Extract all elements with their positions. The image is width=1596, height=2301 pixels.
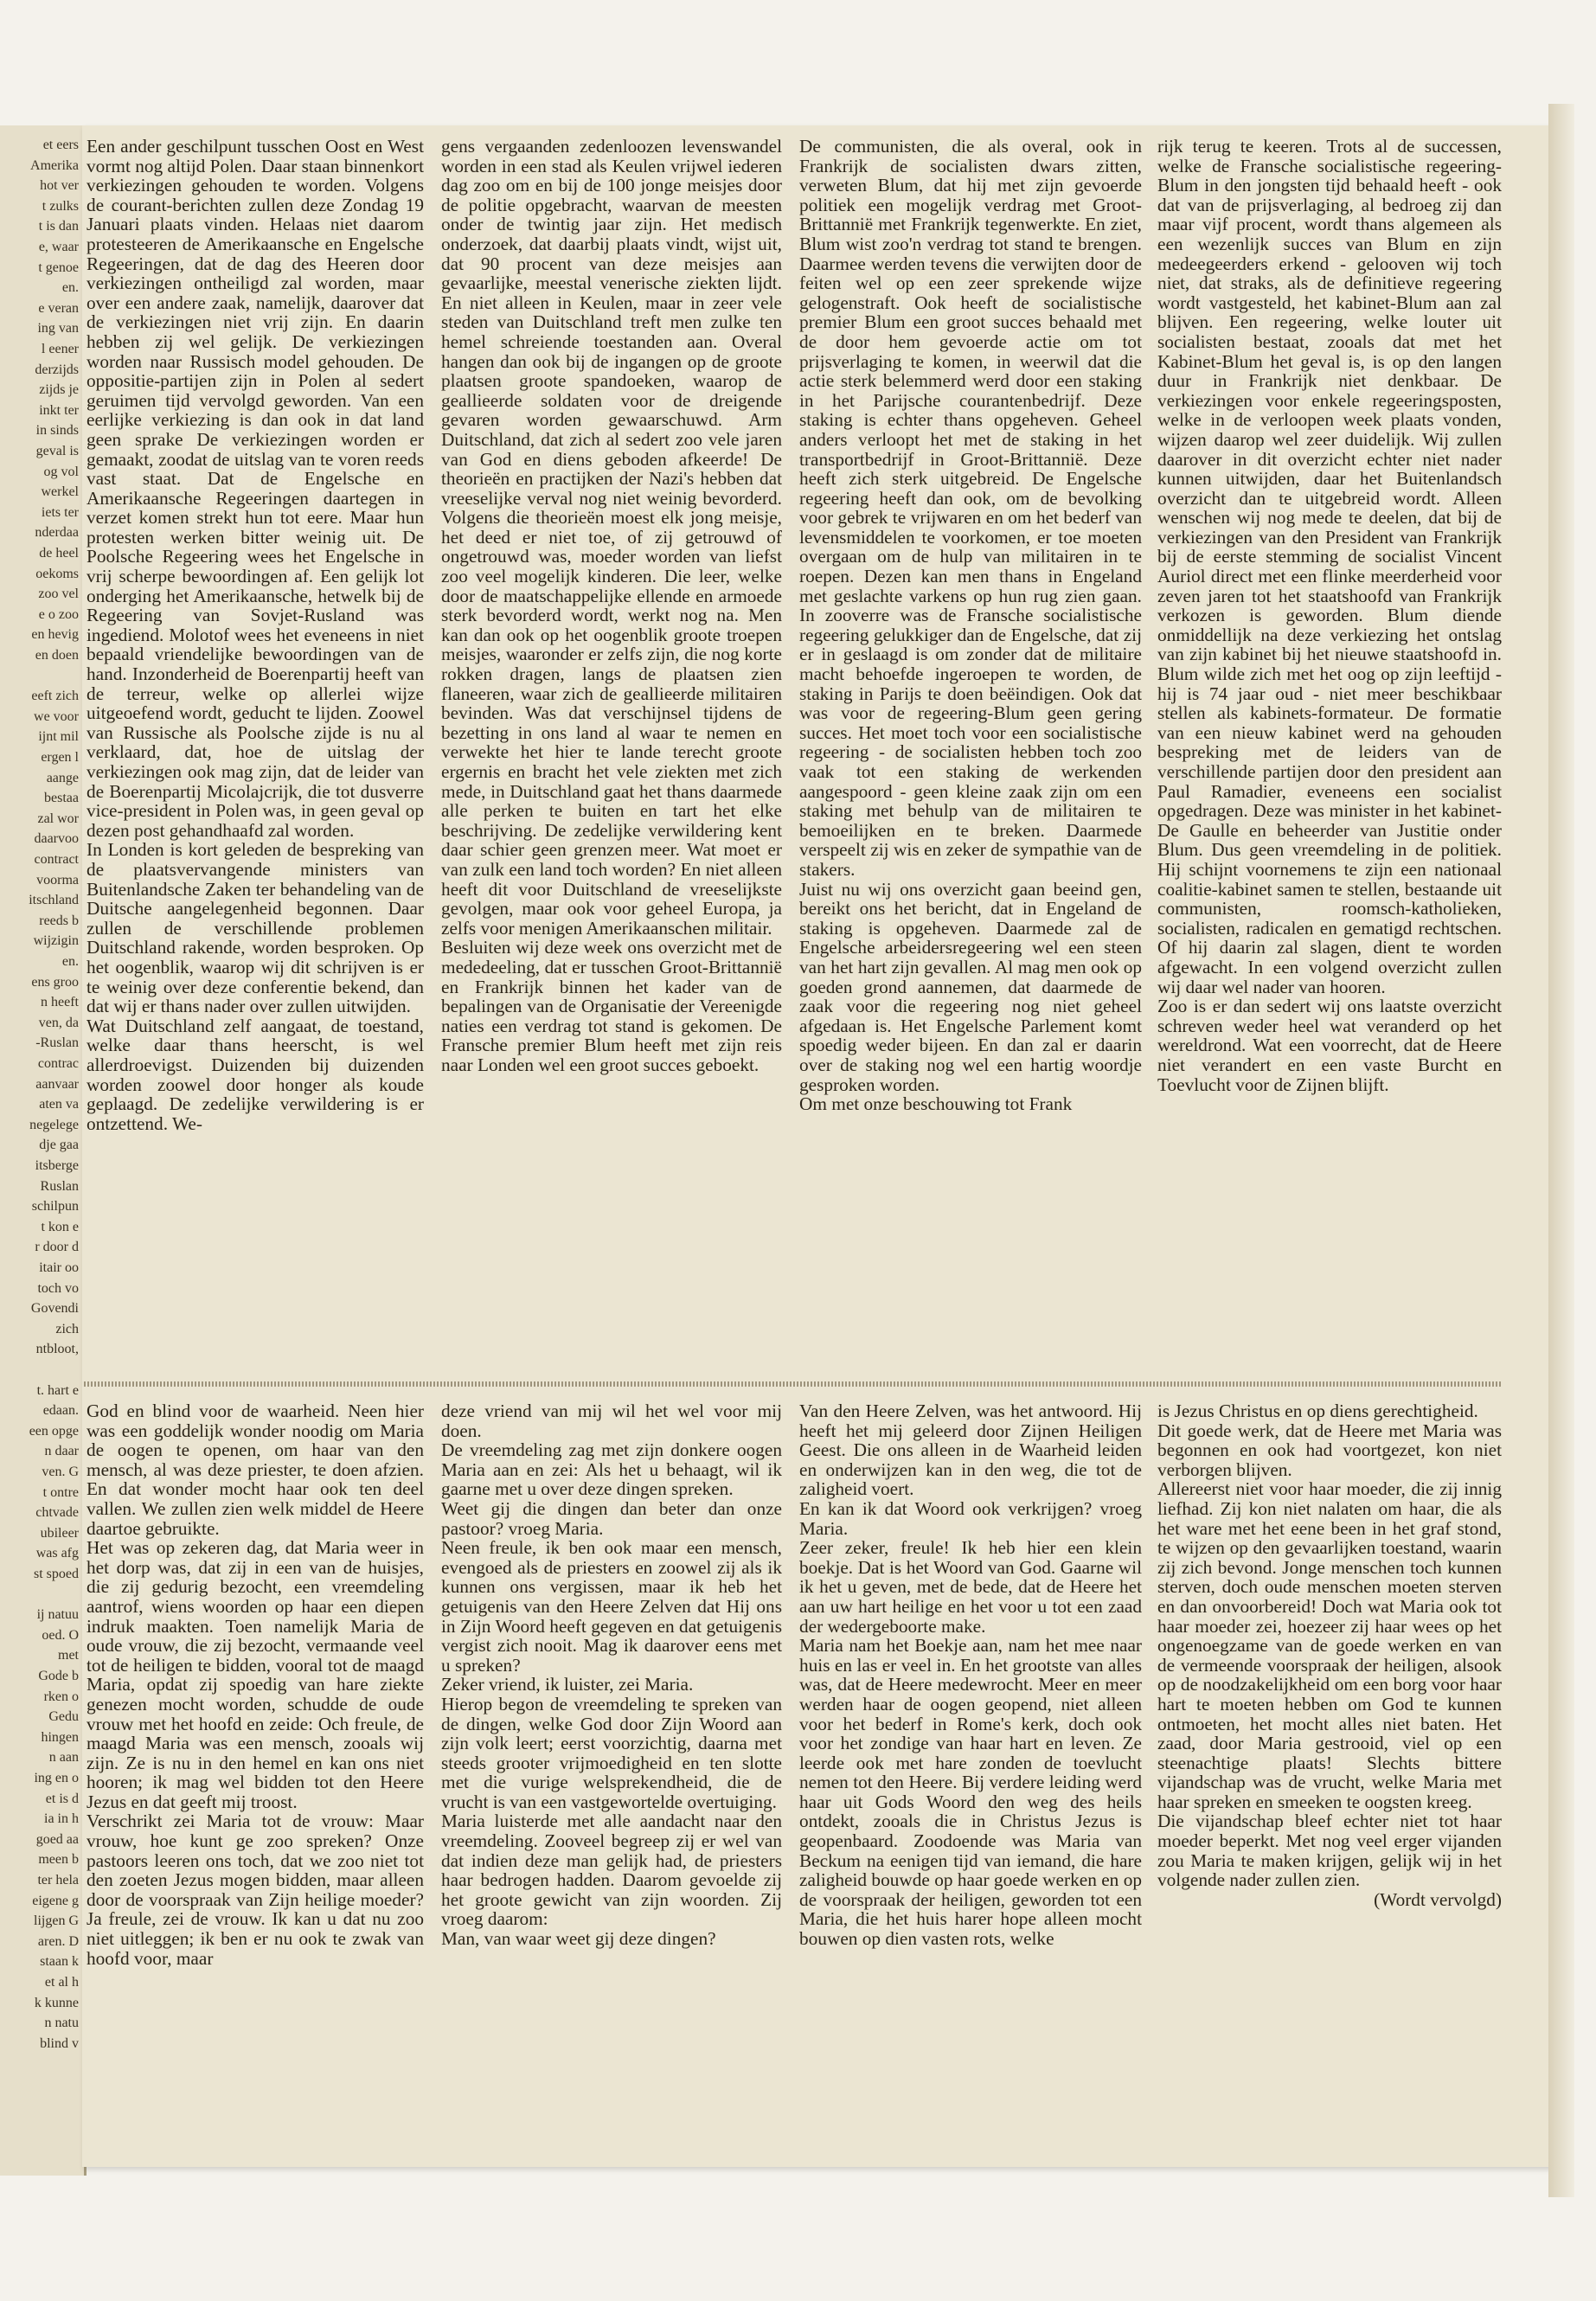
previous-page-fragment: zich <box>55 1321 79 1336</box>
section-divider <box>84 1381 1503 1387</box>
previous-page-fragment: daarvoo <box>34 831 79 847</box>
previous-page-fragment: en. <box>61 954 79 969</box>
previous-page-fragment: bestaa <box>44 791 79 806</box>
previous-page-fragment: eeft zich <box>31 689 79 704</box>
previous-page-fragment: ter hela <box>37 1873 79 1888</box>
paragraph: deze vriend van mij wil het wel voor mij doen. <box>441 1401 782 1441</box>
previous-page-margin <box>0 125 87 2176</box>
paragraph: En kan ik dat Woord ook verkrijgen? vroeg Maria. <box>799 1497 1142 1539</box>
previous-page-fragment: toch vo <box>37 1280 79 1296</box>
previous-page-fragment: n daar <box>44 1444 79 1459</box>
paragraph: Het was op zekeren dag, dat Maria weer in het dorp was, dat zij in een van de huisjes, die zij gedurig bezocht, een vreemdeling aantrof, wiens woorden op haar een diepen indruk maakten. Toen namelijk Maria de oude vrouw, die zij bezocht, vermaande veel tot de heiligen te bidden, vooral tot de maagd Maria, opdat zij spoedig van hare ziekte genezen mocht worden, schudde de oude vrouw met het hoofd en zeide: Och freule, de maagd Maria was een mensch, zooals wij zijn. Ze is nu in den hemel en kan ons niet hooren; ik mag wel bidden tot den Heere Jezus en dat geeft mij troost. <box>87 1537 424 1812</box>
previous-page-fragment: t is dan <box>38 219 79 234</box>
paragraph: is Jezus Christus en op diens gerechtigheid. <box>1157 1401 1478 1421</box>
previous-page-fragment: itschland <box>29 893 79 908</box>
previous-page-fragment: rken o <box>43 1689 79 1704</box>
previous-page-fragment: et eers <box>42 138 79 152</box>
previous-page-fragment: en hevig <box>31 627 79 643</box>
paragraph: Maria luisterde met alle aandacht naar den vreemdeling. Zooveel begreep zij er wel van dat indien deze man gelijk had, de priesters haar bedrogen hadden. Daarom gevoelde zij het groote gewicht van zijn woorden. Zij vroeg daarom: <box>441 1811 782 1930</box>
paragraph: Zeer zeker, freule! Ik heb hier een klein boekje. Dat is het Woord van God. Gaarne wil ik het u geven, met de bede, dat de Heere het aan uw hart heilige en het voor u tot een zaad der wedergeboorte make. <box>799 1537 1142 1637</box>
column-4-top-article <box>1157 137 1502 1374</box>
paragraph: Hierop begon de vreemdeling te spreken van de dingen, welke God door Zijn Woord aan zijn volk leert; eerst voorzichtig, daarna met steeds grooter vrijmoedigheid en ten slotte met die vurige welsprekendheid, die de vrucht is van een vastgewortelde overtuiging. <box>441 1693 782 1812</box>
column-3-serial-story <box>799 1401 1142 2163</box>
previous-page-fragment: ven. G <box>42 1465 79 1479</box>
previous-page-fragment: t. hart e <box>36 1382 79 1398</box>
previous-page-fragment: ntbloot, <box>35 1342 79 1357</box>
previous-page-fragment: oed. O <box>42 1627 79 1643</box>
previous-page-fragment: ing en o <box>34 1771 79 1785</box>
previous-page-fragment: hot ver <box>40 178 79 194</box>
paragraph: Man, van waar weet gij deze dingen? <box>441 1928 716 1950</box>
page-edge <box>1548 104 1574 2197</box>
previous-page-fragment: t kon e <box>41 1219 79 1234</box>
paragraph: De communisten, die als overal, ook in Frankrijk de socialisten dwars zitten, verweten Blum, dat hij met zijn gevoerde politiek een mogelijk verdrag met Groot-Brittannië met Frankrijk tegenwerkte. En ziet, Blum wist zoo'n verdrag tot stand te brengen. Daarmee werden tevens die verwijten door de feiten wel op een zeer sprekende wijze gelogenstraft. Ook heeft de socialistische premier Blum een groot succes behaald met de door hem gevoerde actie om tot prijsverlaging te komen, in weerwil dat die actie sterk belemmerd werd door een staking in het Parijsche courantenbedrijf. Deze staking is echter thans opgeheven. Geheel anders verloopt het met de staking in het transportbedrijf in Groot-Brittannië. Deze heeft zich sterk uitgebreid. De Engelsche regeering heeft dan ook, om de bevolking voor gebrek te vrijwaren en om het bederf van levensmiddelen te voorkomen, er toe moeten overgaan om de hulp van militairen in te roepen. Dezen kan men thans in Engeland met geslachte varkens op hun rug zien gaan. In zooverre was de Fransche socialistische regeering gelukkiger dan de Engelsche, dat zij er in geslaagd is om zonder dat de militaire macht behoefde ingeroepen te worden, de staking in Parijs te doen beëindigen. Ook dat was voor de regeering-Blum geen gering succes. Het moet toch voor een socialistische regeering - de socialisten hebben toch zoo vaak tot een staking de werkenden aangespoord - geen kleine zaak zijn om een staking met behulp van de militairen te bemoeilijken en te breken. Daarmede verspeelt zij wis en zeker de sympathie van de stakers. <box>799 137 1142 880</box>
previous-page-fragment: goed aa <box>35 1831 79 1847</box>
column-1-top-article <box>87 137 424 1374</box>
previous-page-fragment: r door d <box>35 1240 79 1255</box>
previous-page-fragment: we voor <box>34 708 79 724</box>
previous-page-fragment: e veran <box>38 300 79 316</box>
previous-page-fragment: n heeft <box>41 995 79 1010</box>
previous-page-fragment: Govendi <box>30 1301 79 1317</box>
previous-page-fragment: t ontre <box>42 1484 79 1500</box>
previous-page-fragment: eigene g <box>32 1893 79 1908</box>
previous-page-fragment: n aan <box>48 1750 79 1766</box>
paragraph: Weet gij die dingen dan beter dan onze pastoor? vroeg Maria. <box>441 1497 782 1539</box>
previous-page-fragment: aren. D <box>37 1933 79 1949</box>
previous-page-fragment: Gedu <box>48 1709 79 1725</box>
previous-page-fragment: was afg <box>35 1546 79 1561</box>
previous-page-fragment: iets ter <box>41 504 79 520</box>
previous-page-fragment: staan k <box>40 1954 79 1970</box>
previous-page-fragment: e, waar <box>38 240 79 254</box>
previous-page-fragment: ergen l <box>41 750 79 765</box>
previous-page-fragment: in sinds <box>35 423 79 439</box>
paragraph: Besluiten wij deze week ons overzicht met de mededeeling, dat er tusschen Groot-Brittannië en Frankrijk binnen het kader van de bepalingen van de Organisatie der Vereenigde naties een verdrag tot stand is gekomen. De Fransche premier Blum heeft met zijn reis naar Londen wel een groot succes geboekt. <box>441 937 782 1075</box>
previous-page-fragment: ven, da <box>38 1015 79 1030</box>
previous-page-fragment: aange <box>46 770 79 785</box>
previous-page-fragment: nderdaa <box>35 525 79 541</box>
paragraph: In Londen is kort geleden de bespreking van de plaatsvervangende ministers van Buitenlandsche Zaken ter behandeling van de Duitsche aangelegenheid begonnen. Daar zullen de verschillende problemen Duitschland rakende, worden besproken. Op het oogenblik, waarop wij dit schrijven is er te weinig over deze conferentie bekend, dan dat wij er thans nader over zullen uitwijden. <box>87 839 424 1017</box>
column-3-top-article <box>799 137 1142 1374</box>
column-1-serial-story <box>87 1401 424 2163</box>
previous-page-fragment: werkel <box>41 484 79 500</box>
previous-page-fragment: hingen <box>41 1729 79 1745</box>
paragraph: Van den Heere Zelven, was het antwoord. Hij heeft het mij geleerd door Zijnen Heiligen Geest. Die ons alleen in de Waarheid leiden en onderwijzen kan in den weg, die tot de zaligheid voert. <box>799 1401 1142 1500</box>
paragraph: Om met onze beschouwing tot Frank <box>799 1093 1073 1115</box>
previous-page-fragment: en doen <box>35 648 79 663</box>
previous-page-fragment: n natu <box>44 2016 79 2031</box>
column-2-top-article <box>441 137 782 1374</box>
paragraph: Verschrikt zei Maria tot de vrouw: Maar vrouw, hoe kunt ge zoo spreken? Onze pastoors leeren ons toch, dat we zoo niet tot den zoeten Jezus mogen bidden, maar alleen door de voorspraak van Zijn heilige moeder? Ja freule, zei de vrouw. Ik kan u dat nu zoo niet uitleggen; ik ben er nu ook te zwak van hoofd voor, maar <box>87 1811 424 1969</box>
column-4-serial-story <box>1157 1401 1502 2163</box>
paragraph: gens vergaanden zedenloozen levenswandel worden in een stad als Keulen vrijwel iederen dag zoo om en bij de 100 jonge meisjes door de politie opgebracht, waarvan de meesten onder de twintig jaar zijn. Het medisch onderzoek, dat daarbij plaats vindt, wijst uit, dat 90 procent van deze meisjes aan gevaarlijke, meestal venerische ziekten lijdt. En niet alleen in Keulen, maar in zeer vele steden van Duitschland treft men zulke ten hemel schreiende toestanden aan. Overal hangen dan ook bij de ingangen op de groote plaatsen groote spandoeken, waarop de geallieerde soldaten voor de dreigende gevaren worden gewaarschuwd. Arm Duitschland, dat zich al sedert zoo vele jaren van God en diens geboden afkeerde! De theorieën en practijken der Nazi's hebben dat vreeselijke verval nog niet weinig bevorderd. Volgens die theorieën moest elk jong meisje, het deed er niet toe, of zij getrouwd of ongetrouwd was, moeder worden van liefst zoo veel mogelijk kinderen. Die leer, welke door de maatschappelijke ellende en armoede sterk bevorderd wordt, werkt nog na. Men kan dan ook op het oogenblik groote troepen meisjes, waaronder er zelfs zijn, die nog korte rokken dragen, langs de plaatsen zien flaneeren, waar zich de geallieerde militairen bevinden. Was dat verschijnsel tijdens de bezetting in ons land al waar te nemen en verwekte het hier te lande terecht groote ergernis en bracht het vele ziekten met zich mede, in Duitschland gaat het thans daarmede alle perken te buiten en tart het elke beschrijving. De zedelijke verwildering kent daar schier geen grenzen meer. Wat moet er van zulk een land toch worden? En niet alleen heeft dit voor Duitschland de vreeselijkste gevolgen, maar ook voor geheel Europa, ja zelfs voor menigen Amerikaanschen militair. <box>441 137 782 939</box>
previous-page-fragment: chtvade <box>35 1505 79 1521</box>
previous-page-fragment: een opge <box>29 1423 79 1439</box>
previous-page-fragment: t zulks <box>42 198 79 214</box>
previous-page-fragment: inkt ter <box>39 402 79 418</box>
paragraph: Zoo is er dan sedert wij ons laatste overzicht schreven weder heel wat veranderd op het wereldrond. Wat een voorrecht, dat de Heere niet verandert en een vaste Burcht en Toevlucht voor de Zijnen blijft. <box>1157 996 1502 1095</box>
previous-page-fragment: ijnt mil <box>38 729 79 745</box>
previous-page-fragment: lijgen G <box>34 1913 79 1929</box>
previous-page-fragment: k kunne <box>34 1995 79 2010</box>
previous-page-fragment: itsberge <box>35 1158 79 1173</box>
previous-page-fragment: de heel <box>39 546 79 561</box>
previous-page-fragment: oekoms <box>35 566 79 581</box>
previous-page-fragment: voorma <box>36 872 79 888</box>
column-2-serial-story <box>441 1401 782 2163</box>
paragraph: Allereerst niet voor haar moeder, die zij innig liefhad. Zij kon niet nalaten om haar, die als het ware met het eene been in het graf stond, te wijzen op den gevaarlijken toestand, waarin zij zich bevond. Jonge menschen toch kunnen sterven, doch oude menschen moeten sterven en dan onvoorbereid! Doch wat Maria ook tot haar moeder zei, hoezeer zij haar wees op het ongenoegzame van de goede werken en van de vermeende voorspraak der heiligen, alsook op de noodzakelijkheid om een borg voor haar hart te moeten hebben om God te kunnen ontmoeten, het mocht alles niet baten. Het zaad, door Maria gestrooid, viel op een steenachtige plaats! Slechts bittere vijandschap was de vrucht, welke Maria met haar spreken en smeeken te oogsten kreeg. <box>1157 1478 1502 1812</box>
paragraph: Een ander geschilpunt tusschen Oost en West vormt nog altijd Polen. Daar staan binnenkort verkiezingen gehouden te worden. Volgens de courant-berichten zullen deze Zondag 19 Januari plaats vinden. Helaas niet daarom protesteeren de Amerikaansche en Engelsche Regeeringen, dat de dag des Heeren door verkiezingen ontheiligd zal worden, maar over een andere zaak, namelijk, daarover dat de verkiezingen niet vrij zijn. En daarin hebben zij wel gelijk. De verkiezingen worden naar Russisch model gehouden. De oppositie-partijen zijn in Polen al sedert geruimen tijd vervolgd geworden. Van een eerlijke verkiezing is dan ook in dat land geen sprake De verkiezingen worden er gemaakt, zoodat de uitslag van te voren reeds vast staat. Dat de Engelsche en Amerikaansche Regeeringen daartegen in verzet komen strekt hun tot eere. Maar hun protesten werken bitter weinig uit. De Poolsche Regeering wees het Engelsche in vrij scherpe bewoordingen af. Een gelijk lot onderging het Amerikaansche, hetwelk bij de Regeering van Sovjet-Rusland was ingediend. Molotof wees het eveneens in niet bepaald vriendelijke bewoordingen van de hand. Inzonderheid de Boerenpartij heeft van de terreur, welke op allerlei wijze uitgeoefend wordt, geducht te lijden. Zoowel van Russische als Poolsche zijde is nu al verklaard, dat, hoe de uitslag der verkiezingen ook mag zijn, dat de leider van de Boerenpartij Micolajcrijk, die tot dusverre vice-president in Polen was, in geen geval op dezen post gehandhaafd zal worden. <box>87 137 424 841</box>
paragraph: Die vijandschap bleef echter niet tot haar moeder beperkt. Met nog veel erger vijanden zou Maria te maken krijgen, gelijk wij in het volgende nader zullen zien. <box>1157 1811 1502 1891</box>
previous-page-fragment: og vol <box>43 464 79 479</box>
previous-page-fragment: ij natuu <box>36 1607 79 1623</box>
previous-page-fragment: ens groo <box>31 974 79 990</box>
previous-page-fragment: zal wor <box>37 811 79 826</box>
previous-page-fragment: edaan. <box>42 1403 79 1419</box>
paragraph: Wat Duitschland zelf aangaat, de toestand, welke daar thans heerscht, is wel allerdroevigst. Duizenden bij duizenden worden zoowel door honger als koude geplaagd. De zedelijke verwildering is er ontzettend. We- <box>87 1015 424 1134</box>
paragraph: rijk terug te keeren. Trots al de successen, welke de Fransche socialistische regeering-Blum in den jongsten tijd behaald heeft - ook dat van de prijsverlaging, al bedroeg zij dan maar vijf procent, wordt thans algemeen als een wezenlijk succes van Blum en zijn medeegeerders erkend - gelooven wij toch niet, dat straks, als de definitieve regeering wordt vastgesteld, het kabinet-Blum aan zal blijven. Een regeering, welke louter uit socialisten bestaat, zooals dat met het Kabinet-Blum het geval is, is op den langen duur in Frankrijk niet denkbaar. De verkiezingen voor enkele regeeringsposten, welke in de verloopen week plaats vonden, wijzen daarop wel zeer duidelijk. Wij zullen daarover in dit overzicht echter niet nader kunnen uitwijden, daar het Buitenlandsch overzicht dan te uitgebreid wordt. Alleen wenschen wij nog mede te deelen, dat bij de verkiezingen van den President van Frankrijk bij de eerste stemming de socialist Vincent Auriol direct met een flinke meerderheid voor zeven jaren tot het staatshoofd van Frankrijk verkozen is geworden. Blum diende onmiddellijk na deze verkiezing het ontslag van zijn kabinet bij het nieuwe staatshoofd in. Blum wilde zich met het oog op zijn leeftijd - hij is 74 jaar oud - niet meer beschikbaar stellen als kabinets-formateur. De formatie van een nieuw kabinet werd na gehouden bespreking met de leiders van de verschillende partijen door den president aan Paul Ramadier, eveneens een socialist opgedragen. Deze was minister in het kabinet- De Gaulle en beheerder van Justitie onder Blum. Dus geen vreemdeling in de politiek. Hij schijnt voornemens te zijn een nationaal coalitie-kabinet samen te stellen, bestaande uit communisten, roomsch-katholieken, socialisten, radicalen en gematigd rechtschen. Of hij daarin zal slagen, dient te worden afgewacht. In een volgend overzicht zullen wij daar wel nader van hooren. <box>1157 137 1502 997</box>
column-4-serial-text <box>1157 1401 1502 1890</box>
previous-page-fragment: -Ruslan <box>35 1035 79 1051</box>
previous-page-fragment: geval is <box>35 444 79 458</box>
previous-page-fragment: derzijds <box>35 362 79 377</box>
previous-page-fragment: contrac <box>37 1056 79 1071</box>
previous-page-fragment: aanvaar <box>35 1076 79 1092</box>
paragraph: Dit goede werk, dat de Heere met Maria was begonnen en ook had voortgezet, kon niet verborgen blijven. <box>1157 1420 1502 1480</box>
previous-page-fragment: st spoed <box>34 1567 79 1581</box>
previous-page-fragment: wijzigin <box>33 933 79 949</box>
previous-page-fragment: ia in h <box>44 1811 79 1827</box>
previous-page-fragment: ing van <box>37 321 79 336</box>
previous-page-fragment: l eener <box>41 342 79 356</box>
paragraph: Zeker vriend, ik luister, zei Maria. <box>441 1674 694 1695</box>
previous-page-fragment: negelege <box>29 1117 79 1132</box>
previous-page-fragment: meen b <box>38 1852 79 1868</box>
previous-page-fragment: ubileer <box>40 1525 79 1541</box>
previous-page-fragment: schilpun <box>31 1199 79 1215</box>
previous-page-fragment: zijds je <box>39 382 79 398</box>
previous-page-fragment: met <box>58 1648 79 1663</box>
previous-page-fragment: et al h <box>44 1975 79 1990</box>
previous-page-fragment: Ruslan <box>40 1178 79 1194</box>
previous-page-fragment: itair oo <box>39 1260 79 1275</box>
previous-page-fragment: blind v <box>40 2035 79 2051</box>
previous-page-fragment: dje gaa <box>39 1138 79 1153</box>
to-be-continued-note: (Wordt vervolgd) <box>1374 1888 1502 1910</box>
previous-page-fragment: contract <box>34 852 79 867</box>
paragraph: God en blind voor de waarheid. Neen hier was een goddelijk wonder noodig om Maria de oogen te openen, om haar van den mensch, al was deze priester, te doen afzien. En dat wonder mocht haar ook ten deel vallen. We zullen zien welk middel de Heere daartoe gebruikte. <box>87 1401 424 1539</box>
previous-page-fragment: Amerika <box>30 157 79 173</box>
previous-page-fragment: reeds b <box>39 913 79 928</box>
previous-page-fragment: e o zoo <box>38 606 79 622</box>
paragraph: De vreemdeling zag met zijn donkere oogen Maria aan en zei: Als het u behaagt, wil ik gaarne met u over deze dingen spreken. <box>441 1439 782 1500</box>
previous-page-fragment: Gode b <box>38 1669 79 1683</box>
paragraph: Maria nam het Boekje aan, nam het mee naar huis en las er veel in. En het grootste van alles was, dat de Heere medewrocht. Meer en meer werden haar de oogen geopend, niet alleen voor het bederf in Rome's kerk, doch ook voor het zondige van haar hart en leven. Ze leerde ook met hare zonden de toevlucht nemen tot den Heere. Bij verdere leiding werd haar uit Gods Woord den weg des heils ontdekt, zooals die in Christus Jezus is geopenbaard. Zoodoende was Maria van Beckum na eenigen tijd van iemand, die hare zaligheid bouwde op haar goede werken en op de voorspraak der heiligen, geworden tot een Maria, die het huis harer hope alleen mocht bouwen op dien vasten rots, welke <box>799 1635 1142 1950</box>
previous-page-fragment: t genoe <box>38 260 79 275</box>
previous-page-fragment: aten va <box>39 1097 79 1112</box>
paragraph: Neen freule, ik ben ook maar een mensch, evengoed als de priesters en zoowel zij als ik kunnen ons vergissen, maar ik heb het getuigenis van den Heere Zelven dat Hij ons in Zijn Woord heeft gegeven en dat getuigenis vergist zich nooit. Mag ik daarover eens met u spreken? <box>441 1537 782 1676</box>
previous-page-fragment: en. <box>61 280 79 296</box>
paragraph: Juist nu wij ons overzicht gaan beeind gen, bereikt ons het bericht, dat in Engeland de staking is opgeheven. Daarmede zal de Engelsche arbeidersregeering wel een steen van het hart zijn gevallen. Al mag men ook op goeden grond aannemen, dat daarmede de zaak voor die regeering nog niet geheel afgedaan is. Het Engelsche Parlement komt spoedig weder bijeen. En dan zal er daarin over de staking nog wel een hartig woordje gesproken worden. <box>799 878 1142 1095</box>
previous-page-fragment: zoo vel <box>38 586 79 602</box>
previous-page-fragment: et is d <box>45 1791 79 1806</box>
